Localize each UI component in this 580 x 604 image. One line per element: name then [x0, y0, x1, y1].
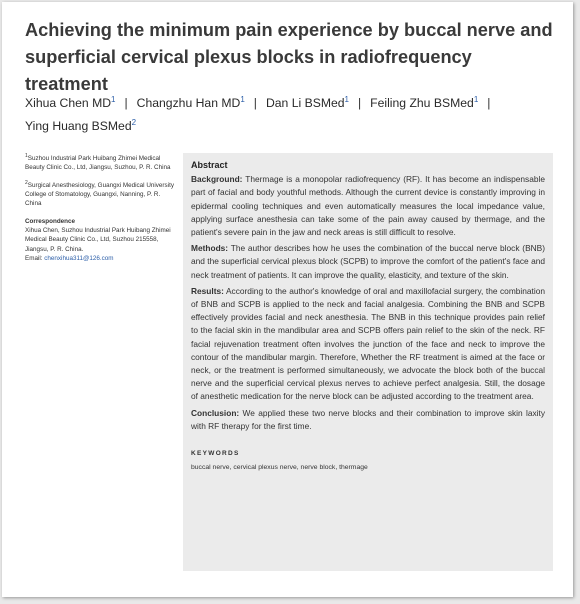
- article-page: [2, 2, 573, 597]
- author-affiliation-ref[interactable]: 1: [111, 95, 116, 104]
- abstract-heading: Abstract: [191, 160, 228, 170]
- affiliation-2: [25, 179, 175, 209]
- abstract-methods: [191, 242, 545, 282]
- affiliation-text: Suzhou Industrial Park Huibang Zhimei Medical Beauty Clinic Co., Ltd, Jiangsu, Suzhou, P. R. China: [25, 155, 171, 172]
- author-list: [25, 90, 555, 136]
- author-name: Ying Huang BSMed: [25, 119, 132, 134]
- author-separator: |: [253, 96, 257, 111]
- results-label: Results:: [191, 285, 224, 296]
- author-name: Changzhu Han MD: [136, 96, 241, 111]
- author-4[interactable]: [370, 96, 478, 110]
- abstract-box: [183, 153, 553, 571]
- affiliation-text: Surgical Anesthesiology, Guangxi Medical University College of Stomatology, Guangxi, Nanning, P. R. China: [25, 181, 174, 208]
- correspondence-text: Xihua Chen, Suzhou Industrial Park Huibang Zhimei Medical Beauty Clinic Co., Ltd, Suzhou 215558, Jiangsu, P. R. China.: [25, 226, 171, 253]
- correspondence-email-line: [25, 254, 175, 263]
- author-5[interactable]: [25, 119, 136, 133]
- abstract-results: [191, 285, 545, 404]
- keywords-text: buccal nerve, cervical plexus nerve, nerve block, thermage: [191, 464, 368, 472]
- affiliation-column: [25, 152, 175, 263]
- keywords-heading: KEYWORDS: [191, 450, 240, 458]
- affiliation-number: 2: [25, 179, 28, 186]
- background-label: Background:: [191, 174, 243, 185]
- author-3[interactable]: [266, 96, 349, 110]
- author-separator: |: [358, 96, 362, 111]
- abstract-conclusion: [191, 407, 545, 433]
- affiliation-number: 1: [25, 153, 28, 159]
- author-affiliation-ref[interactable]: 1: [473, 95, 479, 104]
- author-1[interactable]: [25, 96, 116, 110]
- author-2[interactable]: [137, 96, 245, 110]
- email-label: Email:: [25, 254, 43, 262]
- affiliation-1: [25, 152, 175, 173]
- correspondence-heading: Correspondence: [25, 217, 76, 225]
- email-link[interactable]: chenxihua311@126.com: [44, 254, 114, 262]
- author-affiliation-ref[interactable]: 1: [240, 95, 245, 104]
- results-text: According to the author's knowledge of oral and maxillofacial surgery, the combination of BNB and SCPB is applied to the neck and facial analgesia. Combining the BNB and SCPB effectively provides facial and neck anesthesia. The BNB in this technique provides pain relief to the facial skin in the mandibular area and SCPB offers pain relief to the skin of the neck. RF facial rejuvenation treatment often involves the junction of the face and neck to improve the contour of the mandibular margin. Therefore, Whether the RF treatment is aimed at the face or neck, or the treatment is performed simultaneously, we advocate the block both of the buccal nerve and the superficial cervical plexus nerves to achieve perfect analgesia. Still, the dosage of anesthetic medication for the nerve block can be adjusted according to the treatment area.: [191, 285, 545, 402]
- conclusion-label: Conclusion:: [191, 407, 240, 418]
- author-name: Feiling Zhu BSMed: [370, 96, 474, 111]
- author-affiliation-ref[interactable]: 2: [131, 118, 137, 128]
- author-separator: |: [124, 96, 128, 111]
- abstract-background: [191, 173, 545, 239]
- background-text: Thermage is a monopolar radiofrequency (RF). It has become an indispensable part of facial and body youthful methods. Although the current device is constantly improving in epidermal cooling techniques and even automatically measures the local impedance value, applying surface anesthesia can take some of the pain away caused by thermage, and the patient's severe pain in the jaw and neck areas is still difficult to resolve.: [191, 174, 546, 238]
- article-title: Achieving the minimum pain experience by buccal nerve and superficial cervical plexus blocks in radiofrequency treatment: [25, 20, 553, 94]
- methods-text: The author describes how he uses the combination of the buccal nerve block (BNB) and the superficial cervical plexus block (SCPB) to improve the comfort of the patient's face and neck treatment of patients. It can improve the quality, elasticity, and texture of the skin.: [191, 243, 546, 280]
- author-name: Dan Li BSMed: [265, 96, 345, 111]
- author-separator: |: [487, 96, 491, 111]
- methods-label: Methods:: [191, 243, 229, 254]
- author-affiliation-ref[interactable]: 1: [344, 95, 349, 104]
- conclusion-text: We applied these two nerve blocks and their combination to improve skin laxity with RF therapy for the first time.: [191, 407, 545, 431]
- author-name: Xihua Chen MD: [25, 96, 112, 111]
